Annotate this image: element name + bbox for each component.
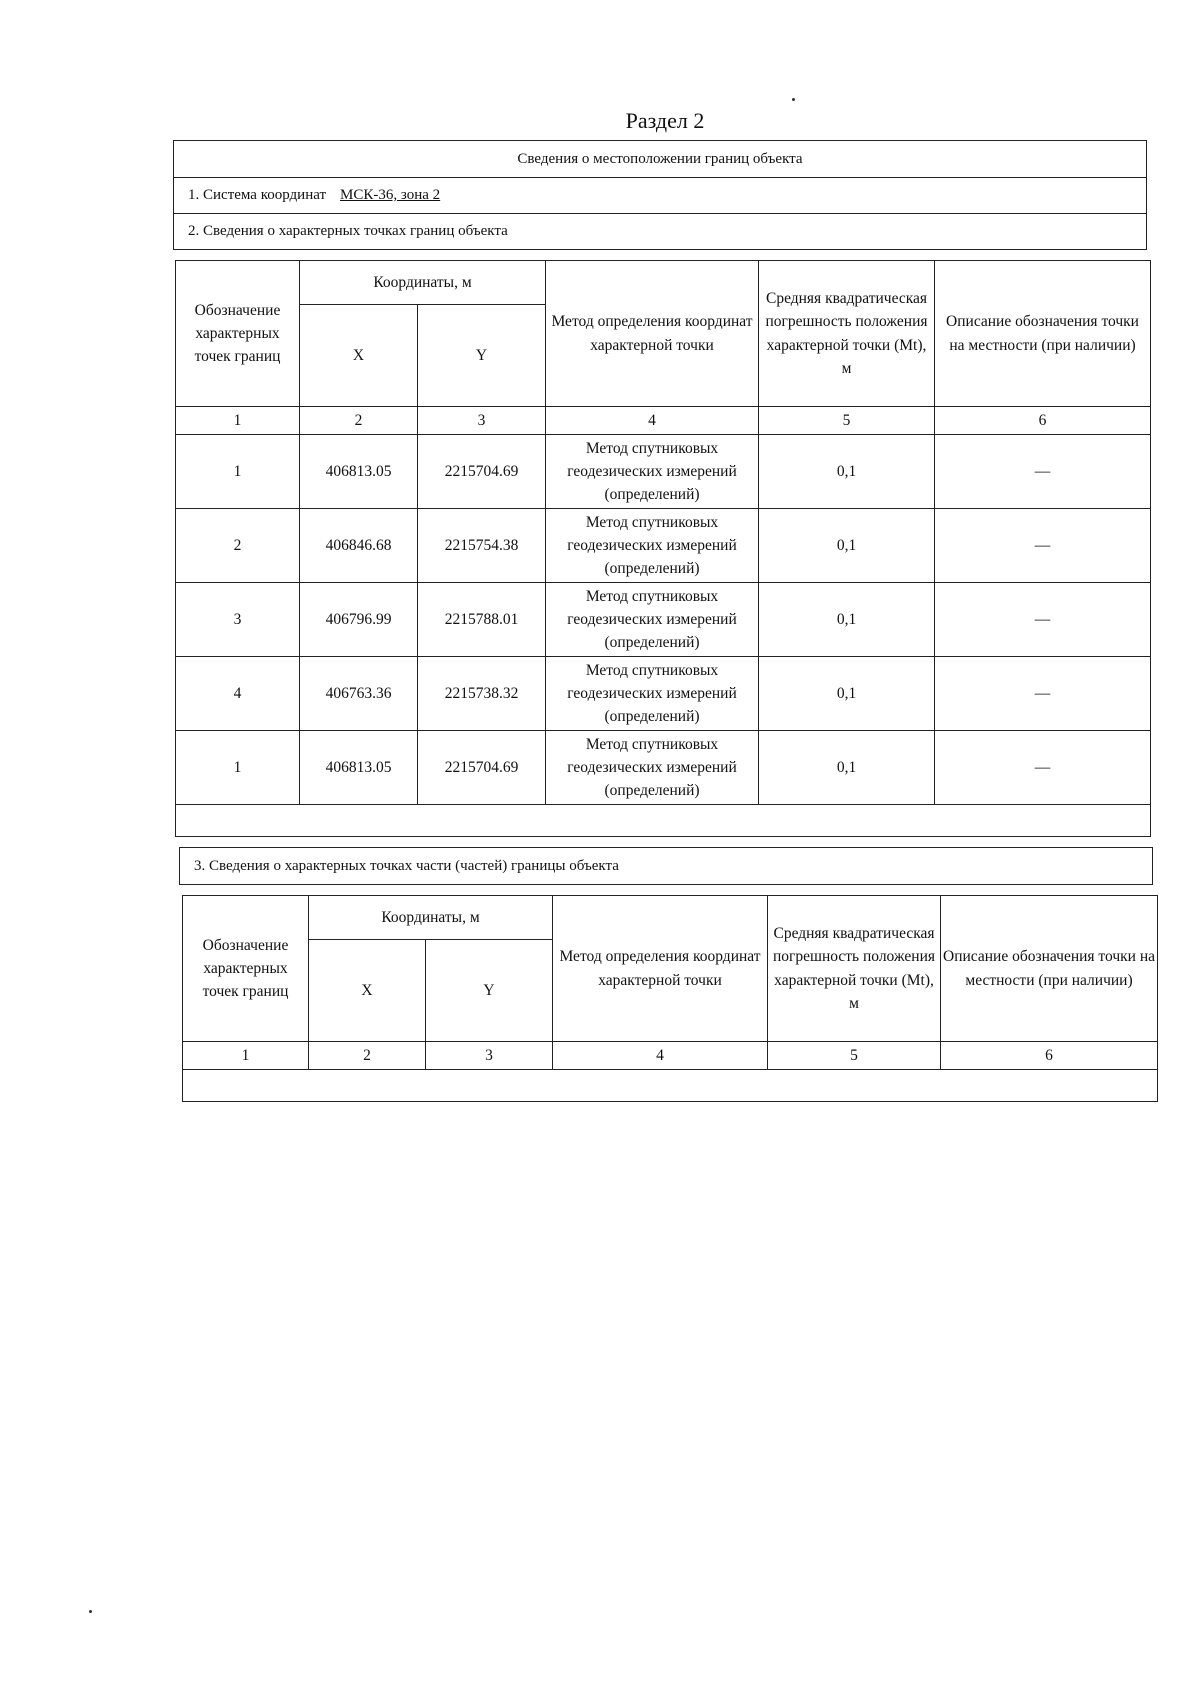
- point-description: —: [935, 731, 1151, 805]
- points-table: [175, 260, 1151, 837]
- table-row: [176, 583, 1151, 657]
- point-y: 2215738.32: [418, 657, 546, 731]
- col-header-method: Метод определения координат характерной точки: [553, 896, 768, 1042]
- scan-speck: [89, 1610, 92, 1613]
- column-number: 1: [176, 407, 300, 435]
- col-header-x: X: [300, 305, 418, 407]
- scan-speck: [792, 98, 795, 101]
- point-x: 406763.36: [300, 657, 418, 731]
- col-header-y: Y: [418, 305, 546, 407]
- column-number: 6: [935, 407, 1151, 435]
- empty-cell: [176, 805, 1151, 837]
- point-number: 4: [176, 657, 300, 731]
- point-description: —: [935, 509, 1151, 583]
- col-header-x: X: [309, 940, 426, 1042]
- column-number: 2: [309, 1042, 426, 1070]
- column-number: 5: [768, 1042, 941, 1070]
- col-header-accuracy: Средняя квадратическая погрешность положения характерной точки (Mt), м: [759, 261, 935, 407]
- empty-row: [183, 1070, 1158, 1102]
- point-number: 1: [176, 435, 300, 509]
- page-title: Раздел 2: [625, 108, 705, 133]
- coord-system-label: 1. Система координат: [188, 187, 327, 203]
- point-y: 2215704.69: [418, 731, 546, 805]
- point-method: Метод спутниковых геодезических измерений (определений): [546, 435, 759, 509]
- point-y: 2215788.01: [418, 583, 546, 657]
- point-x: 406796.99: [300, 583, 418, 657]
- column-number-row: [176, 407, 1151, 435]
- point-method: Метод спутниковых геодезических измерений (определений): [546, 583, 759, 657]
- col-header-designation: Обозначение характерных точек границ: [176, 261, 300, 407]
- table-row: [176, 731, 1151, 805]
- column-number: 1: [183, 1042, 309, 1070]
- empty-cell: [183, 1070, 1158, 1102]
- col-header-coordinates: Координаты, м: [309, 896, 553, 940]
- column-number: 4: [546, 407, 759, 435]
- parts-table: [182, 895, 1158, 1102]
- column-number-row: [183, 1042, 1158, 1070]
- column-number: 3: [426, 1042, 553, 1070]
- section-header: [173, 140, 1147, 178]
- point-method: Метод спутниковых геодезических измерений (определений): [546, 509, 759, 583]
- coord-system-value: МСК-36, зона 2: [340, 187, 441, 203]
- col-header-coordinates: Координаты, м: [300, 261, 546, 305]
- table-row: [176, 509, 1151, 583]
- column-number: 3: [418, 407, 546, 435]
- points-section-title-row: [173, 213, 1147, 250]
- column-number: 6: [941, 1042, 1158, 1070]
- col-header-description: Описание обозначения точки на местности (при наличии): [941, 896, 1158, 1042]
- col-header-description: Описание обозначения точки на местности (при наличии): [935, 261, 1151, 407]
- point-mt: 0,1: [759, 509, 935, 583]
- point-method: Метод спутниковых геодезических измерений (определений): [546, 731, 759, 805]
- column-number: 4: [553, 1042, 768, 1070]
- point-number: 3: [176, 583, 300, 657]
- parts-section-title: 3. Сведения о характерных точках части (частей) границы объекта: [194, 857, 619, 874]
- table-row: [176, 435, 1151, 509]
- point-mt: 0,1: [759, 435, 935, 509]
- table-row: [176, 657, 1151, 731]
- column-number: 2: [300, 407, 418, 435]
- empty-row: [176, 805, 1151, 837]
- point-number: 1: [176, 731, 300, 805]
- section-header-text: Сведения о местоположении границ объекта: [517, 150, 803, 167]
- point-description: —: [935, 583, 1151, 657]
- coord-system-row: [173, 177, 1147, 214]
- point-number: 2: [176, 509, 300, 583]
- col-header-method: Метод определения координат характерной точки: [546, 261, 759, 407]
- point-method: Метод спутниковых геодезических измерений (определений): [546, 657, 759, 731]
- points-section-title: 2. Сведения о характерных точках границ объекта: [188, 223, 508, 239]
- col-header-y: Y: [426, 940, 553, 1042]
- point-mt: 0,1: [759, 657, 935, 731]
- col-header-accuracy: Средняя квадратическая погрешность положения характерной точки (Mt), м: [768, 896, 941, 1042]
- point-mt: 0,1: [759, 583, 935, 657]
- point-x: 406813.05: [300, 731, 418, 805]
- point-x: 406813.05: [300, 435, 418, 509]
- column-number: 5: [759, 407, 935, 435]
- point-description: —: [935, 435, 1151, 509]
- point-y: 2215704.69: [418, 435, 546, 509]
- point-description: —: [935, 657, 1151, 731]
- point-y: 2215754.38: [418, 509, 546, 583]
- point-mt: 0,1: [759, 731, 935, 805]
- col-header-designation: Обозначение характерных точек границ: [183, 896, 309, 1042]
- parts-section-title-row: [179, 847, 1153, 885]
- point-x: 406846.68: [300, 509, 418, 583]
